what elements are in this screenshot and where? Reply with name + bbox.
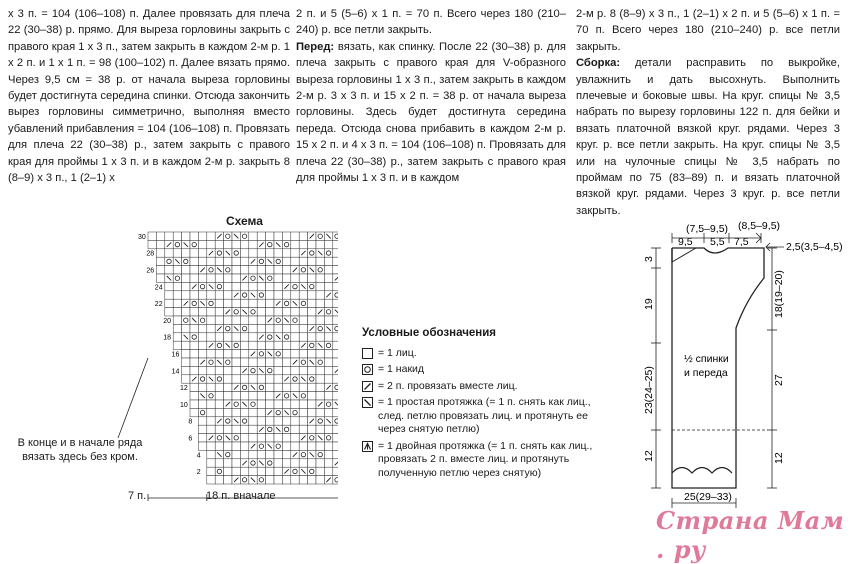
dim-bottom: 25(29–33): [684, 491, 732, 503]
legend-item-k2tog: = 2 п. провязать вместе лиц.: [362, 380, 618, 394]
dim-left-23: 23(24–25): [643, 366, 655, 414]
col2-text-a: 2 п. и 5 (5–6) х 1 п. = 70 п. Всего через 180 (210–240) р. все петли закрыть.: [296, 8, 566, 37]
arrow-up-square-icon: [362, 441, 373, 452]
dim-75: 7,5: [734, 236, 749, 248]
assembly-heading: Сборка:: [576, 57, 621, 70]
row-number-left: 16: [171, 351, 180, 359]
scheme-title: Схема: [226, 214, 263, 228]
center-label-2: и переда: [684, 367, 728, 379]
slash-square-icon: [362, 381, 373, 392]
circle-square-icon: [362, 364, 373, 375]
dim-right-27: 27: [773, 374, 785, 386]
legend-item-double-decrease: = 1 двойная протяжка (= 1 п. снять как лиц., провязать 2 п. вместе лиц. и протянуть полученную петлю через снятую): [362, 440, 618, 481]
dim-top-left: (7,5–9,5): [686, 223, 729, 235]
col1-text: х 3 п. = 104 (106–108) п. Далее провязать для плеча 22 (30–38) р. прямо. Для выреза горловины закрыть с правого края 1 х 3 п., затем закрыть в каждом 2-м р. 1 х 2 п. и 1 х 1 п. = 98 (100–102) п. Далее вязать прямо. Через 9,5 см = 38 р. от начала выреза горловины будет достигнута середина спинки. Отсюда закончить вырез горловины симметрично, выполняя вместо убавлений прибавления = 104 (106–108) п. Провязать для плеча 22 (30–38) р., затем закрыть с правого края для проймы 1 х 3 п. и в каждом 2-м р. закрыть 8 (8–9) х 3 п., 1 (2–1) х: [8, 8, 290, 185]
dim-top-right: (8,5–9,5): [738, 220, 781, 232]
row-number-left: 4: [196, 452, 201, 460]
legend-item-ssk: = 1 простая протяжка (= 1 п. снять как лиц., след. петлю провязать лиц. и протянуть ее через снятую петлю): [362, 396, 618, 437]
row-number-left: 12: [180, 385, 188, 393]
row-number-left: 22: [154, 301, 163, 309]
dim-right-12: 12: [773, 452, 785, 464]
col3-text-b: детали расправить по выкройке, увлажнить и дать высохнуть. Выполнить плечевые и боковые швы. На круг. спицы № 3,5 набрать по вырезу горловины 122 п. для бейки и вязать платочной вязкой круг. рядами. Через 3 круг. р. все петли закрыть. На круг. спицы № 3,5 или на чулочные спицы № 3,5 набрать по проймам по 75 (83–89) п. и вязать платочной вязкой круг. рядами. Через 3 круг. р. все петли закрыть.: [576, 57, 840, 217]
row-number-left: 28: [146, 250, 155, 258]
row-number-left: 2: [196, 469, 201, 477]
row-number-left: 8: [188, 418, 193, 426]
width-label-7: 7 п.: [128, 490, 147, 502]
row-number-left: 20: [163, 317, 171, 325]
row-number-left: 26: [146, 267, 155, 275]
dim-right-25: 2,5(3,5–4,5): [786, 241, 843, 253]
dim-left-12: 12: [643, 450, 655, 462]
instructions-column-2: [296, 6, 566, 186]
edge-note: В конце и в начале ряда вязать здесь без кром.: [17, 437, 143, 463]
col3-text-a: 2-м р. 8 (8–9) х 3 п., 1 (2–1) х 2 п. и 5 (5–6) х 1 п. = 70 п. Всего через 180 (210–240) р. все петли закрыть.: [576, 8, 840, 53]
row-number-left: 18: [163, 334, 171, 342]
watermark-logo: Страна Мам . ру: [656, 506, 845, 564]
garment-pattern: [636, 218, 858, 508]
row-number-left: 24: [154, 284, 163, 292]
instructions-column-1: [8, 6, 290, 186]
legend-item-yarnover: = 1 накид: [362, 363, 618, 377]
dim-left-3: 3: [643, 256, 655, 262]
legend: [362, 327, 618, 483]
dim-55: 5,5: [710, 236, 725, 248]
legend-item-knit: = 1 лиц.: [362, 347, 618, 361]
width-label-18: 18 п. вначале: [206, 490, 276, 502]
front-heading: Перед:: [296, 40, 335, 53]
legend-title: Условные обозначения: [362, 327, 497, 339]
instructions-column-3: [576, 6, 840, 219]
row-number-left: 10: [180, 401, 188, 409]
dim-right-18: 18(19–20): [773, 270, 785, 318]
center-label-1: ½ спинки: [684, 353, 729, 365]
col2-text-b: вязать, как спинку. После 22 (30–38) р. для плеча закрыть с правого края для V-образного выреза горловины 1 х 3 п., затем закрыть в каждом 2-м р. 3 х 3 п. и 15 х 2 п. = 38 р. от начала выреза горловины. Здесь будет достигнута середина переда. Отсюда снова прибавить в каждом 2-м р. 15 х 2 п. и 4 х 3 п. = 104 (106–108) п. Провязать для плеча 22 (30–38) р., затем закрыть с правого края для проймы 1 х 3 п. и в каждом: [296, 40, 566, 185]
dim-95: 9,5: [678, 236, 693, 248]
row-number-left: 14: [171, 368, 180, 376]
empty-square-icon: [362, 348, 373, 359]
backslash-square-icon: [362, 397, 373, 408]
dim-left-19: 19: [643, 298, 655, 310]
row-number-left: 6: [188, 435, 193, 443]
row-number-left: 30: [138, 233, 146, 241]
